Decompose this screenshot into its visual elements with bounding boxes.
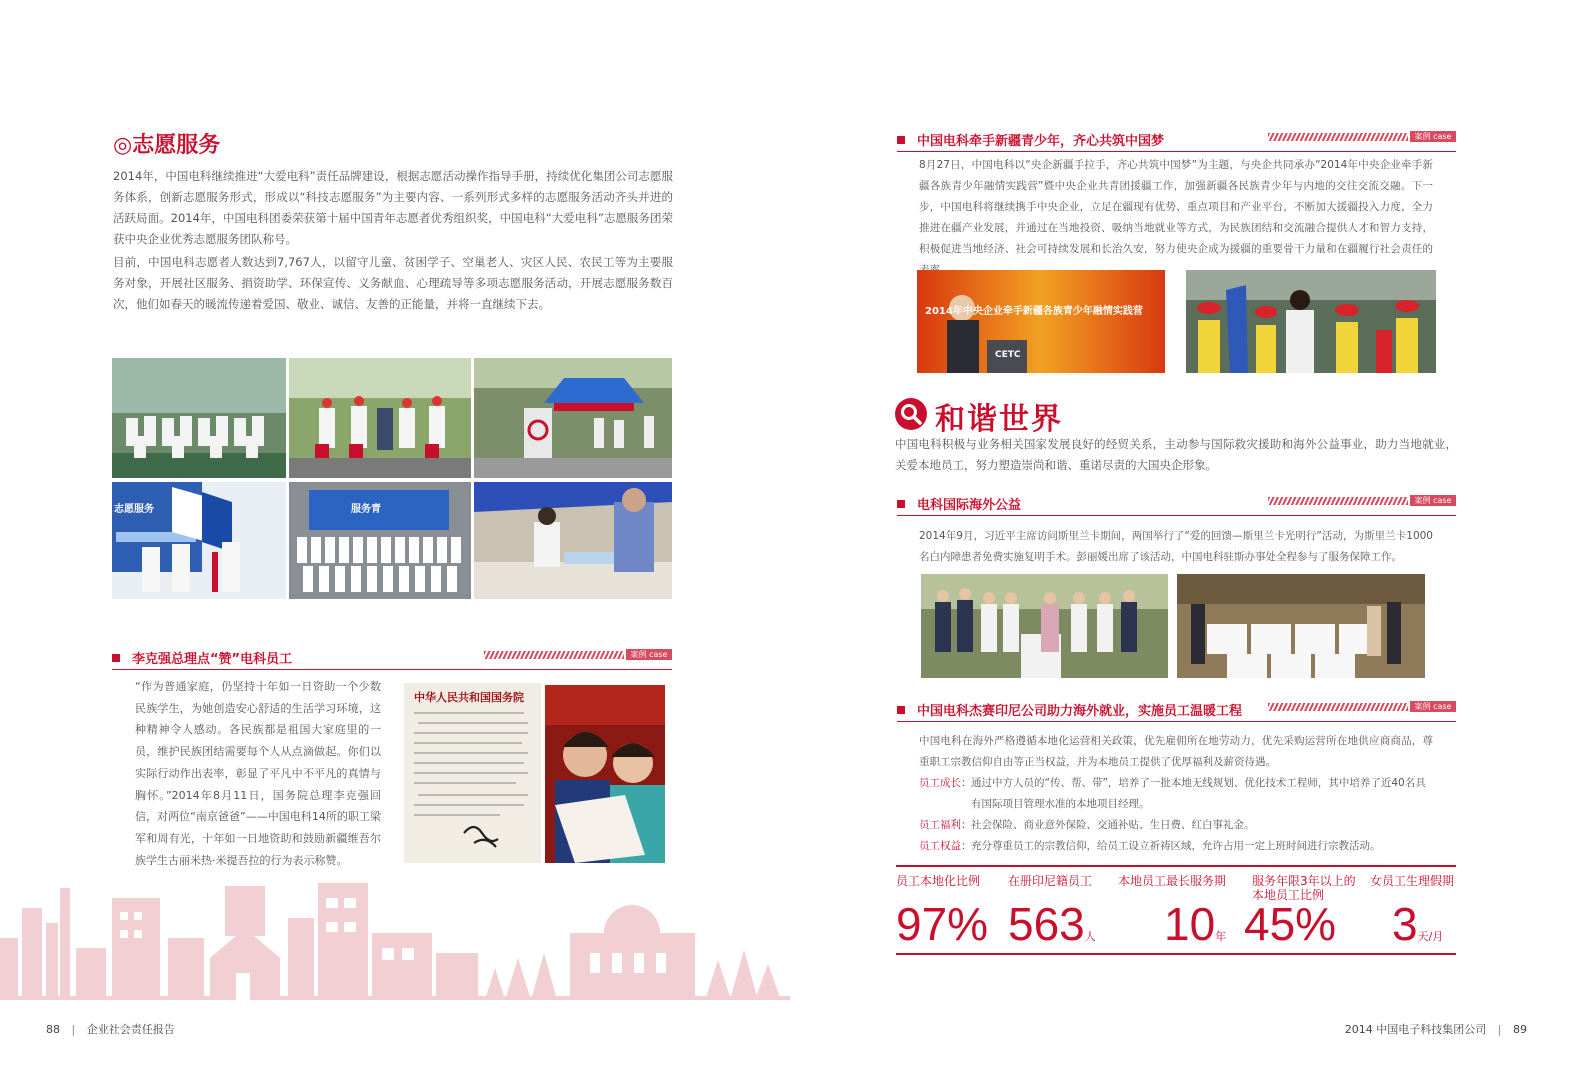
case-header-rule <box>897 151 1456 152</box>
section-title-harmony: 和谐世界 <box>935 402 1063 437</box>
case-header-marker <box>112 654 120 662</box>
photo-premier-letter <box>404 683 541 863</box>
case-tag: 案例 case <box>1410 495 1456 506</box>
case-header-marker <box>897 500 905 508</box>
photo-student-reading <box>545 685 665 863</box>
stat-longest-service <box>1118 874 1248 950</box>
stat-label: 在册印尼籍员工 <box>1008 874 1093 888</box>
footer-title-right: 2014 中国电子科技集团公司 <box>1344 1023 1487 1036</box>
benefit-text-growth: 通过中方人员的“传、帮、带”，培养了一批本地无线规划、优化技术工程师，其中培养了近40名具有国际项目管理水准的本地项目经理。 <box>971 777 1426 810</box>
stat-unit: 天/月 <box>1417 930 1444 943</box>
photo-xinjiang-youth <box>1186 270 1436 373</box>
case-header-hatch <box>484 651 624 659</box>
case-tag: 案例 case <box>1410 701 1456 712</box>
stat-label: 女员工生理假期 <box>1370 874 1455 888</box>
case-text-indonesia: 中国电科在海外严格遵循本地化运营相关政策，优先雇佣所在地劳动力，优先采购运营所在地供应商商品，尊重职工宗教信仰自由等正当权益，并为本地员工提供了优厚福利及薪资待遇。 <box>919 735 1433 768</box>
case-text-premier: “作为普通家庭，仍坚持十年如一日资助一个少数民族学生，为她创造安心舒适的生活学习环境，这种精神令人感动。各民族都是祖国大家庭里的一员，维护民族团结需要每个人从点滴做起。你们以实际行动作出表率，彰显了平凡中不平凡的真情与胸怀。”2014年8月11日，国务院总理李克强回信，对两位“南京爸爸”——中国电科14所的职工梁军和周有光，十年如一日地资助和鼓励新疆维吾尔族学生古丽米热·米提吾拉的行为表示称赞。 <box>135 680 381 867</box>
footer-divider-left: | <box>71 1023 76 1036</box>
right-page <box>790 0 1587 1077</box>
photo-group-volunteers <box>112 358 286 478</box>
stat-label: 服务年限3年以上的本地员工比例 <box>1252 874 1356 902</box>
page-number-right: 89 <box>1513 1023 1527 1036</box>
case-title-premier: 李克强总理点“赞”电科员工 <box>132 652 293 667</box>
stat-value: 3 <box>1392 898 1418 950</box>
stat-label: 本地员工最长服务期 <box>1118 874 1227 888</box>
banner-text-service: 服务青 <box>351 504 381 515</box>
stat-value: 97% <box>896 898 989 950</box>
stats-rule-bottom <box>896 953 1456 955</box>
stat-female-leave <box>1370 874 1460 950</box>
photo-xinjiang-ceremony <box>917 270 1165 373</box>
magnifier-icon <box>895 398 927 430</box>
stat-unit: 人 <box>1084 930 1096 943</box>
case-title-indonesia: 中国电科杰赛印尼公司助力海外就业，实施员工温暖工程 <box>917 704 1243 719</box>
footer-divider-right: | <box>1497 1023 1502 1036</box>
photo-volunteers-street <box>289 358 471 478</box>
skyline-decoration <box>0 878 790 1000</box>
letter-header: 中华人民共和国国务院 <box>414 691 524 704</box>
case-header-marker <box>897 136 905 144</box>
case-header-xinjiang <box>917 130 1456 152</box>
case-text-xinjiang: 8月27日，中国电科以“央企新疆手拉手，齐心共筑中国梦”为主题，与央企共同承办“2014年中央企业牵手新疆各族青少年融情实践营”暨中央企业共青团援疆工作，加强新疆各民族青少年与内地的交往交流交融。下一步，中国电科将继续携手中央企业，立足在疆现有优势、重点项目和产业平台，不断加大援疆投入力度，全力推进在疆产业发展，并通过在当地投资、吸纳当地就业等方式，为民族团结和交流融合提供人才和智力支持，积极促进当地经济、社会可持续发展和长治久安，努力使央企成为援疆的重要骨干力量和在疆履行社会责任的 <box>919 159 1433 255</box>
stat-value: 563 <box>1008 898 1085 950</box>
page-number-left: 88 <box>46 1023 60 1036</box>
stat-value: 45% <box>1244 898 1337 950</box>
case-header-overseas <box>917 494 1456 516</box>
stat-value: 10 <box>1164 898 1216 950</box>
volunteer-paragraph-2: 目前，中国电科志愿者人数达到7,767人，以留守儿童、贫困学子、空巢老人、灾区人民、农民工等为主要服务对象，开展社区服务、捐资助学、环保宣传、义务献血、心理疏导等多项志愿服务活动，开展志愿服务数百次，他们如春天的暖流传递着爱国、敬业、诚信、友善的正能量，并将一直继续下去。 <box>113 255 673 311</box>
case-tag: 案例 case <box>1410 131 1456 142</box>
left-page <box>0 0 790 1077</box>
photo-volunteer-tent <box>474 358 672 478</box>
case-header-hatch <box>1268 703 1408 711</box>
case-header-hatch <box>1268 133 1408 141</box>
stat-unit: 年 <box>1215 930 1227 943</box>
photo-flag-ceremony <box>112 482 286 599</box>
case-header-indonesia <box>917 700 1456 722</box>
case-text-overseas: 2014年9月，习近平主席访问斯里兰卡期间，两国举行了“爱的回馈—斯里兰卡光明行”活动，为斯里兰卡1000名白内障患者免费实施复明手术。彭丽媛出席了该活动，中国电科驻斯办事处全程参与了服务保障工作。 <box>919 530 1433 563</box>
case-header-premier <box>132 648 672 670</box>
footer-title-left: 企业社会责任报告 <box>86 1023 175 1036</box>
case-header-hatch <box>1268 497 1408 505</box>
benefit-label-welfare: 员工福利： <box>919 819 972 831</box>
harmony-intro: 中国电科积极与业务相关国家发展良好的经贸关系，主动参与国际救灾援助和海外公益事业，助力当地就业，关爱本地员工，努力塑造崇尚和谐、重诺尽责的大国央企形象。 <box>895 437 1457 472</box>
case-tag: 案例 case <box>626 649 672 660</box>
footer-right <box>1345 1021 1527 1037</box>
banner-text-volunteer: 志愿服务 <box>114 504 154 515</box>
stat-three-year-ratio <box>1244 874 1362 950</box>
benefit-text-welfare: 社会保险、商业意外保险、交通补贴、生日费、红白事礼金。 <box>971 819 1255 831</box>
footer-left <box>46 1021 175 1037</box>
photo-srilanka-group <box>921 574 1168 678</box>
stat-label: 员工本地化比例 <box>896 874 981 888</box>
case-title-xinjiang: 中国电科牵手新疆青少年，齐心共筑中国梦 <box>917 134 1165 149</box>
benefit-text-rights: 充分尊重员工的宗教信仰，给员工设立祈祷区域，允许占用一定上班时间进行宗教活动。 <box>971 840 1381 852</box>
photo-srilanka-donation <box>1177 574 1425 678</box>
stat-indonesian-staff <box>1008 874 1118 950</box>
benefit-label-rights: 员工权益： <box>919 840 972 852</box>
stat-localization <box>896 874 1006 950</box>
case-title-overseas: 电科国际海外公益 <box>917 498 1022 513</box>
ceremony-banner-text: 2014年中央企业牵手新疆各族青少年融情实践营 <box>925 306 1143 317</box>
section-title-volunteer: ◎志愿服务 <box>113 133 221 158</box>
photo-group-banner <box>289 482 471 599</box>
stats-rule-top <box>896 865 1456 867</box>
case-header-rule <box>112 669 672 670</box>
photo-volunteer-desk <box>474 482 672 599</box>
case-header-rule <box>897 515 1456 516</box>
cetc-logo-text: CETC <box>995 350 1021 360</box>
case-header-marker <box>897 706 905 714</box>
volunteer-paragraph-1: 2014年，中国电科继续推进“大爱电科”责任品牌建设，根据志愿活动操作指导手册，持续优化集团公司志愿服务体系，创新志愿服务形式，形成以“科技志愿服务”为主要内容、一系列形式多样的志愿服务活动齐头并进的活跃局面。2014年，中国电科团委荣获第十届中国青年志愿者优秀组织奖，中国电科“大爱电科”志愿服务团荣获中央企业优秀志愿服务团队称号。 <box>113 169 673 246</box>
benefit-label-growth: 员工成长： <box>919 777 972 789</box>
case-header-rule <box>897 721 1456 722</box>
